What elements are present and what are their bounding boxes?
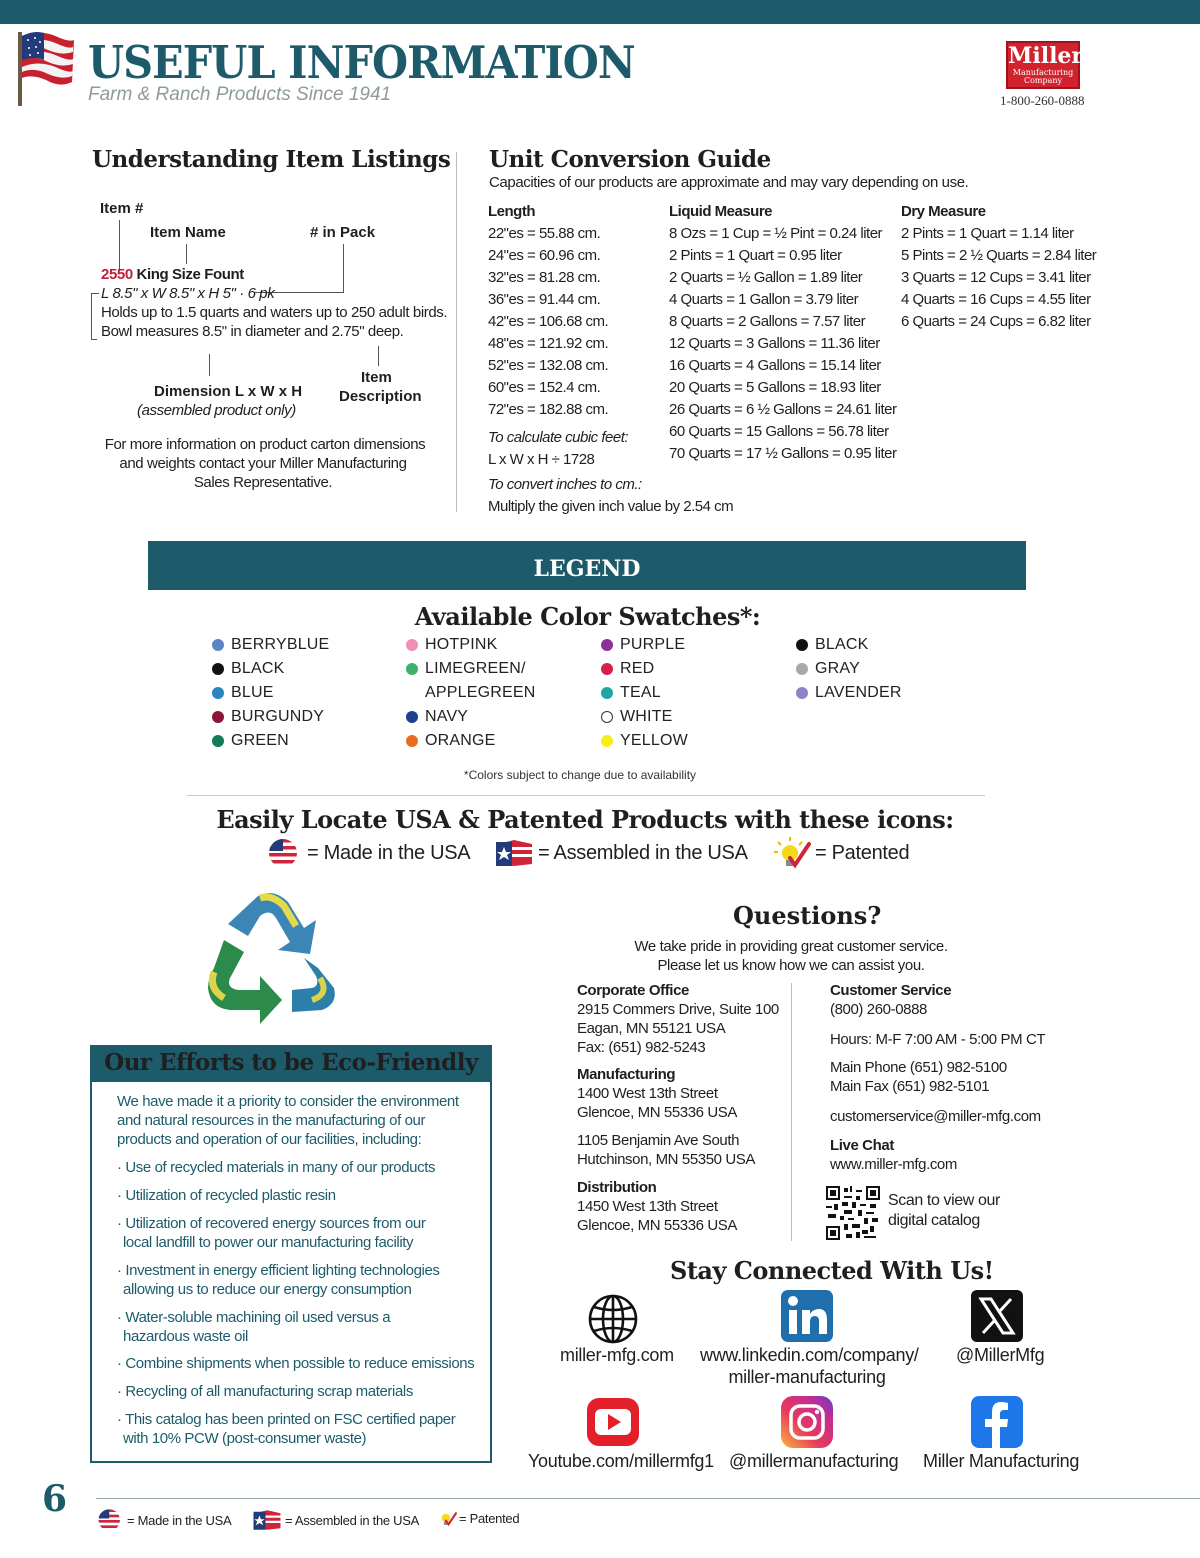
more-info-line-3: Sales Representative. [193,474,333,491]
list-item: 4 Quarts = 1 Gallon = 3.79 liter [669,291,859,308]
assembled-usa-icon [494,838,534,868]
list-item: 2 Pints = 1 Quart = 0.95 liter [669,247,842,264]
cubic-feet-formula: L x W x H ÷ 1728 [488,451,595,468]
list-item: 32"es = 81.28 cm. [488,269,601,286]
dry-column [901,201,1096,333]
column-divider [456,152,457,512]
color-dot-icon [212,687,224,699]
assembled-in-usa-legend: = Assembled in the USA [494,838,748,868]
liquid-column [669,201,896,465]
page-number: 6 [42,1478,68,1520]
list-item: 26 Quarts = 6 ½ Gallons = 24.61 liter [669,401,897,418]
list-item: · Recycling of all manufacturing scrap materials [117,1383,413,1400]
linkedin-link[interactable]: www.linkedin.com/company/ miller-manufacturing [700,1345,919,1387]
list-item: 42"es = 106.68 cm. [488,313,609,330]
customer-service: Customer Service (800) 260-0888 [830,982,952,1018]
color-dot-icon [406,735,418,747]
list-item: 8 Ozs = 1 Cup = ½ Pint = 0.24 liter [669,225,883,242]
swatch-navy: NAVY [406,708,468,726]
list-item: 6 Quarts = 24 Cups = 6.82 liter [901,313,1091,330]
item-description-label: Item [361,369,392,386]
header-phone: 1-800-260-0888 [1000,93,1085,108]
item-description-label-2: Description [339,388,422,405]
questions-intro-1: We take pride in providing great customer service. [634,938,948,955]
list-item: · This catalog has been printed on FSC certified paper with 10% PCW (post-consumer waste) [117,1411,456,1447]
usa-flag-icon [267,838,301,868]
questions-divider [791,983,792,1241]
logo-text: Miller [1008,43,1084,69]
instagram-link[interactable]: @millermanufacturing [729,1451,899,1471]
cubic-feet-label: To calculate cubic feet: [488,429,629,446]
main-phone[interactable]: Main Phone (651) 982-5100 [830,1059,1007,1076]
social-title: Stay Connected With Us! [670,1256,994,1285]
swatch-white: WHITE [601,708,673,726]
color-dot-icon [796,639,808,651]
list-item: 16 Quarts = 4 Gallons = 15.14 liter [669,357,881,374]
usa-flag-icon [97,1508,123,1532]
divider [187,795,985,796]
facebook-icon[interactable] [971,1396,1023,1448]
american-flag-icon [10,26,76,106]
swatch-hotpink: HOTPINK [406,636,498,654]
more-info-line-1: For more information on product carton dimensions [104,436,426,453]
swatch-purple: PURPLE [601,636,685,654]
footer-patented: = Patented [437,1507,519,1529]
scan-text-2: digital catalog [888,1212,980,1229]
item-number-label: Item # [100,200,144,217]
list-item: 3 Quarts = 12 Cups = 3.41 liter [901,269,1091,286]
dimension-note: (assembled product only) [137,402,296,419]
globe-icon[interactable] [587,1293,639,1345]
questions-title: Questions? [733,901,882,930]
color-dot-icon [212,639,224,651]
youtube-icon[interactable] [587,1396,639,1448]
color-dot-icon [601,663,613,675]
swatch-burgundy: BURGUNDY [212,708,324,726]
inches-to-cm-label: To convert inches to cm.: [488,476,642,493]
list-item: 12 Quarts = 3 Gallons = 11.36 liter [669,335,880,352]
eco-intro: We have made it a priority to consider the environment and natural resources in the manufacturing of our products and operation of our facilities, including: [117,1093,459,1148]
linkedin-icon[interactable] [781,1290,833,1342]
example-description-1: Holds up to 1.5 quarts and waters up to 250 adult birds. [101,304,448,321]
inches-to-cm-formula: Multiply the given inch value by 2.54 cm [488,498,734,515]
color-dot-icon [601,735,613,747]
swatch-blue: BLUE [212,684,274,702]
list-item: · Combine shipments when possible to reduce emissions [117,1355,475,1372]
conversion-section-title: Unit Conversion Guide [489,146,771,173]
x-handle-link[interactable]: @MillerMfg [956,1345,1045,1365]
page-title: USEFUL INFORMATION [88,36,635,89]
swatch-lavender: LAVENDER [796,684,902,702]
color-dot-icon [406,663,418,675]
footer-assembled-in-usa: = Assembled in the USA [252,1508,419,1532]
swatch-limegreen: LIMEGREEN/ [406,660,526,678]
x-twitter-icon[interactable] [971,1290,1023,1342]
legend-bar: LEGEND [148,541,1026,590]
logo-subtext: Manufacturing [1012,68,1074,77]
color-dot-icon [212,735,224,747]
list-item: 24"es = 60.96 cm. [488,247,601,264]
list-item: 72"es = 182.88 cm. [488,401,609,418]
instagram-icon[interactable] [781,1396,833,1448]
listing-section-title: Understanding Item Listings [92,146,451,173]
list-item: 20 Quarts = 5 Gallons = 18.93 liter [669,379,881,396]
example-description-2: Bowl measures 8.5" in diameter and 2.75" deep. [101,323,404,340]
list-item: 22"es = 55.88 cm. [488,225,601,242]
color-dot-icon [212,711,224,723]
list-item: 60 Quarts = 15 Gallons = 56.78 liter [669,423,889,440]
swatch-berryblue: BERRYBLUE [212,636,329,654]
top-bar [0,0,1200,24]
logo-subtext-2: Company [1023,76,1063,85]
miller-logo [1006,41,1084,89]
example-item-title: 2550 King Size Fount [101,266,244,283]
live-chat: Live Chat www.miller-mfg.com [830,1137,957,1173]
patented-legend: = Patented [773,836,909,870]
color-dot-icon [601,711,613,723]
swatch-green: GREEN [212,732,289,750]
swatch-applegreen: APPLEGREEN [425,684,536,701]
liquid-heading: Liquid Measure [669,203,773,220]
patented-lightbulb-icon [773,836,811,870]
length-heading: Length [488,203,535,220]
item-name-label: Item Name [150,224,226,241]
color-dot-icon [796,687,808,699]
hours: Hours: M-F 7:00 AM - 5:00 PM CT [830,1031,1046,1048]
list-item: · Utilization of recycled plastic resin [117,1187,336,1204]
color-dot-icon [212,663,224,675]
list-item: 8 Quarts = 2 Gallons = 7.57 liter [669,313,866,330]
swatch-orange: ORANGE [406,732,496,750]
email-link[interactable]: customerservice@miller-mfg.com [830,1108,1041,1125]
color-dot-icon [406,711,418,723]
website-link[interactable]: miller-mfg.com [560,1345,674,1365]
color-dot-icon [601,687,613,699]
color-dot-icon [406,639,418,651]
list-item: 36"es = 91.44 cm. [488,291,601,308]
facebook-link[interactable]: Miller Manufacturing [923,1451,1080,1471]
in-pack-label: # in Pack [310,224,376,241]
swatch-title: Available Color Swatches*: [414,602,761,631]
list-item: 52"es = 132.08 cm. [488,357,609,374]
list-item: 60"es = 152.4 cm. [488,379,601,396]
assembled-usa-icon [252,1508,282,1532]
swatch-teal: TEAL [601,684,661,702]
swatch-black-2: BLACK [796,636,868,654]
corporate-office: Corporate Office 2915 Commers Drive, Suite 100 Eagan, MN 55121 USA Fax: (651) 982-5243 [577,982,779,1056]
list-item: · Water-soluble machining oil used versus a hazardous waste oil [117,1309,391,1345]
manufacturing-office: Manufacturing 1400 West 13th Street Glencoe, MN 55336 USA 1105 Benjamin Ave South Hutchinson, MN 55350 USA [577,1066,755,1168]
list-item: 5 Pints = 2 ½ Quarts = 2.84 liter [901,247,1097,264]
example-dimensions: L 8.5" x W 8.5" x H 5" · 6 pk [101,285,275,302]
chat-url-link[interactable]: www.miller-mfg.com [830,1156,957,1173]
list-item: 4 Quarts = 16 Cups = 4.55 liter [901,291,1091,308]
color-dot-icon [796,663,808,675]
dry-heading: Dry Measure [901,203,986,220]
list-item: 2 Pints = 1 Quart = 1.14 liter [901,225,1074,242]
patented-lightbulb-icon [437,1507,457,1529]
footer-made-in-usa: = Made in the USA [97,1508,231,1532]
swatch-red: RED [601,660,654,678]
conversion-subtitle: Capacities of our products are approximate and may vary depending on use. [489,174,969,191]
list-item: 2 Quarts = ½ Gallon = 1.89 liter [669,269,863,286]
page-subtitle: Farm & Ranch Products Since 1941 [88,84,392,105]
eco-title: Our Efforts to be Eco-Friendly [90,1045,492,1082]
list-item: 70 Quarts = 17 ½ Gallons = 0.95 liter [669,445,897,462]
swatch-note: *Colors subject to change due to availability [463,768,697,782]
more-info-line-2: and weights contact your Miller Manufacturing [119,455,407,472]
list-item: · Investment in energy efficient lighting technologies allowing us to reduce our energy consumption [117,1262,440,1298]
list-item: · Use of recycled materials in many of our products [117,1159,436,1176]
footer-line [96,1498,1200,1499]
color-dot-icon [601,639,613,651]
made-in-usa-legend: = Made in the USA [267,838,470,868]
main-fax: Main Fax (651) 982-5101 [830,1078,990,1095]
list-item: · Utilization of recovered energy sources from our local landfill to power our manufacturing facility [117,1215,426,1251]
list-item: 48"es = 121.92 cm. [488,335,609,352]
qr-code-icon[interactable] [826,1186,880,1240]
youtube-link[interactable]: Youtube.com/millermfg1 [528,1451,714,1471]
cs-phone-link[interactable]: (800) 260-0888 [830,1001,927,1018]
icons-title: Easily Locate USA & Patented Products with these icons: [216,805,954,834]
dimension-label: Dimension L x W x H [154,383,303,400]
swatch-yellow: YELLOW [601,732,688,750]
swatch-black: BLACK [212,660,284,678]
swatch-gray: GRAY [796,660,860,678]
questions-intro-2: Please let us know how we can assist you. [657,957,925,974]
distribution-office: Distribution 1450 West 13th Street Glencoe, MN 55336 USA [577,1179,738,1234]
scan-text-1: Scan to view our [888,1192,1000,1209]
